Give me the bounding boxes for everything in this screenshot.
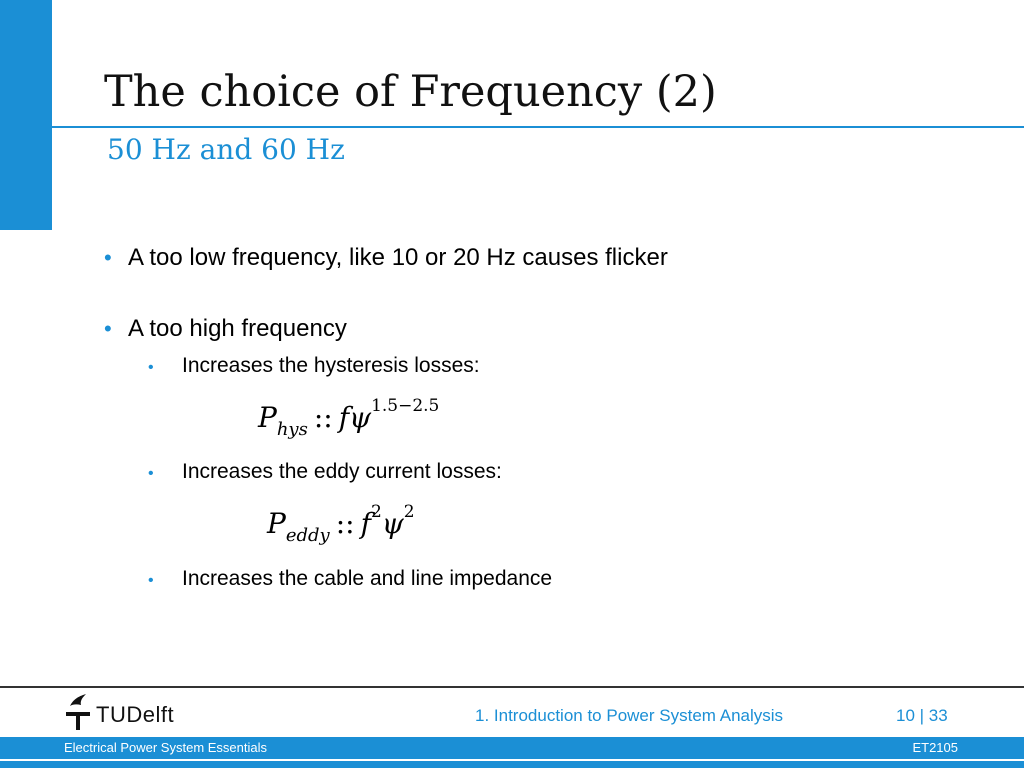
formula-p: P (258, 401, 277, 434)
tudelft-logo (64, 692, 174, 732)
bullet-dot: • (148, 465, 154, 482)
formula-exponent: 1.5−2.5 (371, 396, 440, 416)
formula-psi: ψ (381, 507, 404, 540)
page-number: 10 | 33 (896, 706, 948, 725)
bullet-text: Increases the hysteresis losses: (182, 354, 480, 377)
course-code: ET2105 (912, 740, 958, 755)
footer-section: 1. Introduction to Power System Analysis (475, 706, 784, 725)
bullet-dot: • (104, 245, 112, 270)
bottom-band (0, 737, 1024, 759)
bullet-text: A too low frequency, like 10 or 20 Hz causes flicker (128, 244, 668, 271)
sub-bullet-eddy (146, 459, 502, 487)
formula-hysteresis (258, 396, 439, 440)
formula-operator: :: (313, 401, 333, 434)
tudelft-flame-icon (64, 692, 96, 732)
bullet-dot: • (104, 316, 112, 341)
formula-eddy (267, 502, 415, 546)
formula-psi: ψ (349, 401, 372, 434)
bullet-text: A too high frequency (128, 315, 347, 342)
bottom-band-strip (0, 761, 1024, 768)
sub-bullet-hysteresis (146, 353, 480, 381)
bullet-text: Increases the cable and line impedance (182, 567, 553, 590)
bullet-low-frequency (104, 243, 668, 273)
sub-bullet-impedance (146, 566, 552, 594)
slide-title: The choice of Frequency (2) (104, 67, 717, 117)
formula-subscript: eddy (285, 525, 330, 546)
bullet-dot: • (148, 572, 154, 589)
formula-psi-exponent: 2 (403, 502, 415, 522)
formula-f: f (338, 401, 350, 434)
title-rule (52, 126, 1024, 128)
accent-bar (0, 0, 52, 230)
formula-subscript: hys (276, 419, 308, 440)
bullet-high-frequency (104, 314, 347, 344)
footer-rule (0, 686, 1024, 688)
course-name: Electrical Power System Essentials (64, 740, 268, 755)
slide-subtitle: 50 Hz and 60 Hz (107, 133, 345, 166)
bullet-dot: • (148, 359, 154, 376)
formula-operator: :: (335, 507, 355, 540)
bullet-text: Increases the eddy current losses: (182, 460, 502, 483)
formula-f: f (360, 507, 371, 540)
formula-f-exponent: 2 (370, 502, 382, 522)
logo-wordmark: TUDelft (96, 702, 175, 727)
formula-p: P (267, 507, 286, 540)
